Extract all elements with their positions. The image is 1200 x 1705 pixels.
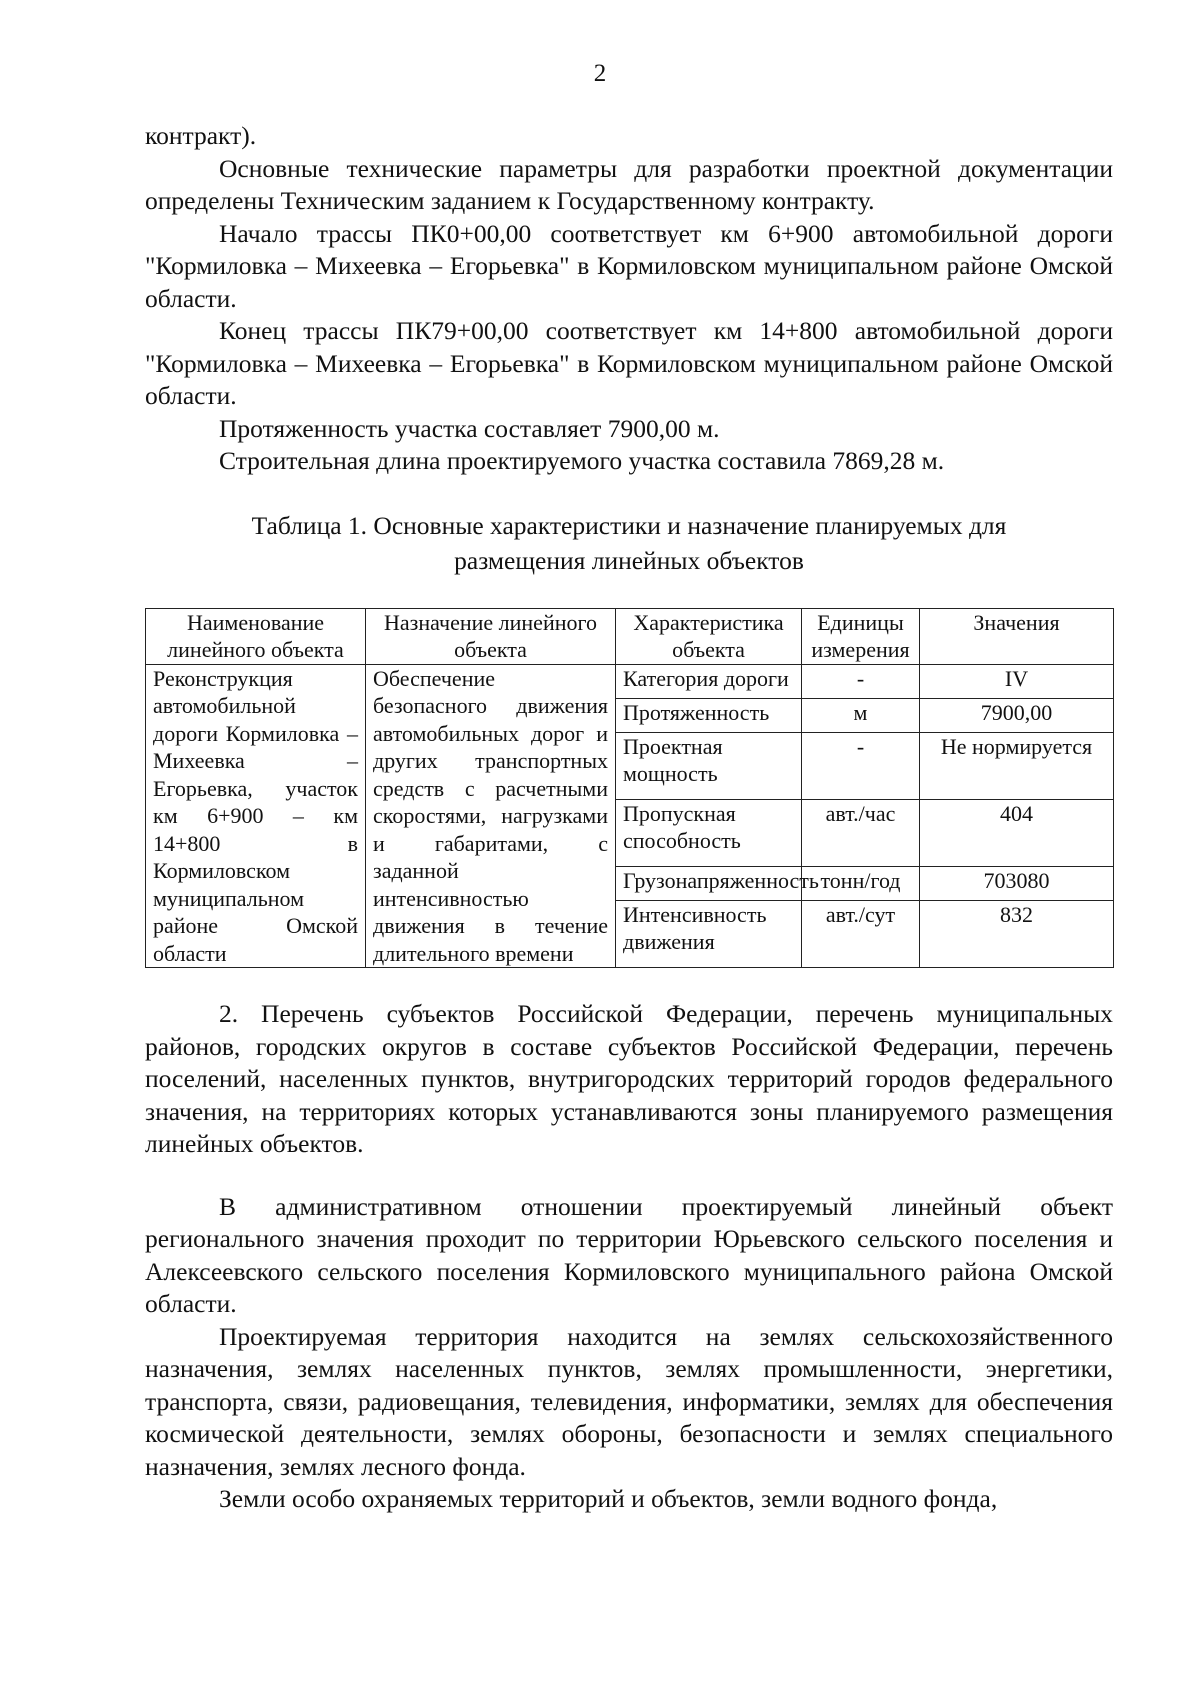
unit-cell: -: [802, 664, 920, 698]
header-object-name: Наименование линейного объекта: [146, 608, 366, 664]
paragraph: Строительная длина проектируемого участка составила 7869,28 м.: [219, 446, 945, 475]
table-caption-line2: размещения линейных объектов: [454, 545, 804, 575]
unit-cell: -: [802, 732, 920, 799]
value-cell: 7900,00: [920, 698, 1114, 732]
paragraph: Конец трассы ПК79+00,00 соответствует км 14+800 автомобильной дороги "Кормиловка – Михеевка – Егорьевка" в Кормиловском муниципальном районе Омской области.: [145, 316, 1113, 410]
unit-cell: авт./час: [802, 799, 920, 866]
document-body: [145, 120, 1113, 1516]
table-caption: [145, 508, 1113, 578]
table-header-row: [146, 608, 1114, 664]
paragraph: контракт).: [145, 121, 257, 150]
table-caption-line1: Таблица 1. Основные характеристики и назначение планируемых для: [251, 510, 1007, 540]
page-number: 2: [593, 60, 607, 87]
value-cell: 832: [920, 900, 1114, 967]
paragraph: Начало трассы ПК0+00,00 соответствует км 6+900 автомобильной дороги "Кормиловка – Михеевка – Егорьевка" в Кормиловском муниципальном районе Омской области.: [145, 218, 1113, 313]
value-cell: Не нормируется: [920, 732, 1114, 799]
paragraph: Проектируемая территория находится на землях сельскохозяйственного назначения, землях населенных пунктов, землях промышленности, энергетики, транспорта, связи, радиовещания, телевидения, информатики, землях для обеспечения космической деятельности, землях обороны, безопасности и землях специального назначения, землях лесного фонда.: [145, 1321, 1113, 1481]
value-cell: IV: [920, 664, 1114, 698]
paragraph: 2. Перечень субъектов Российской Федерации, перечень муниципальных районов, городских округов в составе субъектов Российской Федерации, перечень поселений, населенных пунктов, внутригородских территорий городов федерального значения, на территориях которых устанавливаются зоны планируемого размещения линейных объектов.: [145, 999, 1113, 1158]
unit-cell: м: [802, 698, 920, 732]
characteristic-cell: Протяженность: [616, 698, 802, 732]
header-unit: Единицы измерения: [802, 608, 920, 664]
unit-cell: авт./сут: [802, 900, 920, 967]
characteristic-cell: Грузонапряженность: [616, 866, 802, 900]
paragraph: Земли особо охраняемых территорий и объектов, земли водного фонда,: [219, 1484, 998, 1513]
value-cell: 404: [920, 799, 1114, 866]
header-characteristic: Характеристика объекта: [616, 608, 802, 664]
object-name-cell: Реконструкция автомобильной дороги Кормиловка – Михеевка – Егорьевка, участок км 6+900 – км 14+800 в Кормиловском муниципальном районе Омской области: [146, 664, 366, 968]
table-row: [146, 664, 1114, 698]
characteristic-cell: Интенсивность движения: [616, 900, 802, 967]
header-object-purpose: Назначение линейного объекта: [366, 608, 616, 664]
section-2: [145, 998, 1113, 1516]
header-value: Значения: [920, 608, 1114, 664]
characteristics-table: [145, 608, 1114, 969]
paragraph: Основные технические параметры для разработки проектной документации определены Техническим заданием к Государственному контракту.: [145, 153, 1113, 215]
unit-cell: тонн/год: [802, 866, 920, 900]
characteristic-cell: Категория дороги: [616, 664, 802, 698]
value-cell: 703080: [920, 866, 1114, 900]
paragraph: В административном отношении проектируемый линейный объект регионального значения проходит по территории Юрьевского сельского поселения и Алексеевского сельского поселения Кормиловского муниципального района Омской области.: [145, 1191, 1113, 1318]
intro-section: [145, 120, 1113, 478]
paragraph: Протяженность участка составляет 7900,00 м.: [219, 413, 720, 443]
characteristic-cell: Пропускная способность: [616, 799, 802, 866]
object-purpose-cell: Обеспечение безопасного движения автомобильных дорог и других транспортных средств с расчетными скоростями, нагрузками и габаритами, с заданной интенсивностью движения в течение длительного времени: [366, 664, 616, 968]
characteristic-cell: Проектная мощность: [616, 732, 802, 799]
